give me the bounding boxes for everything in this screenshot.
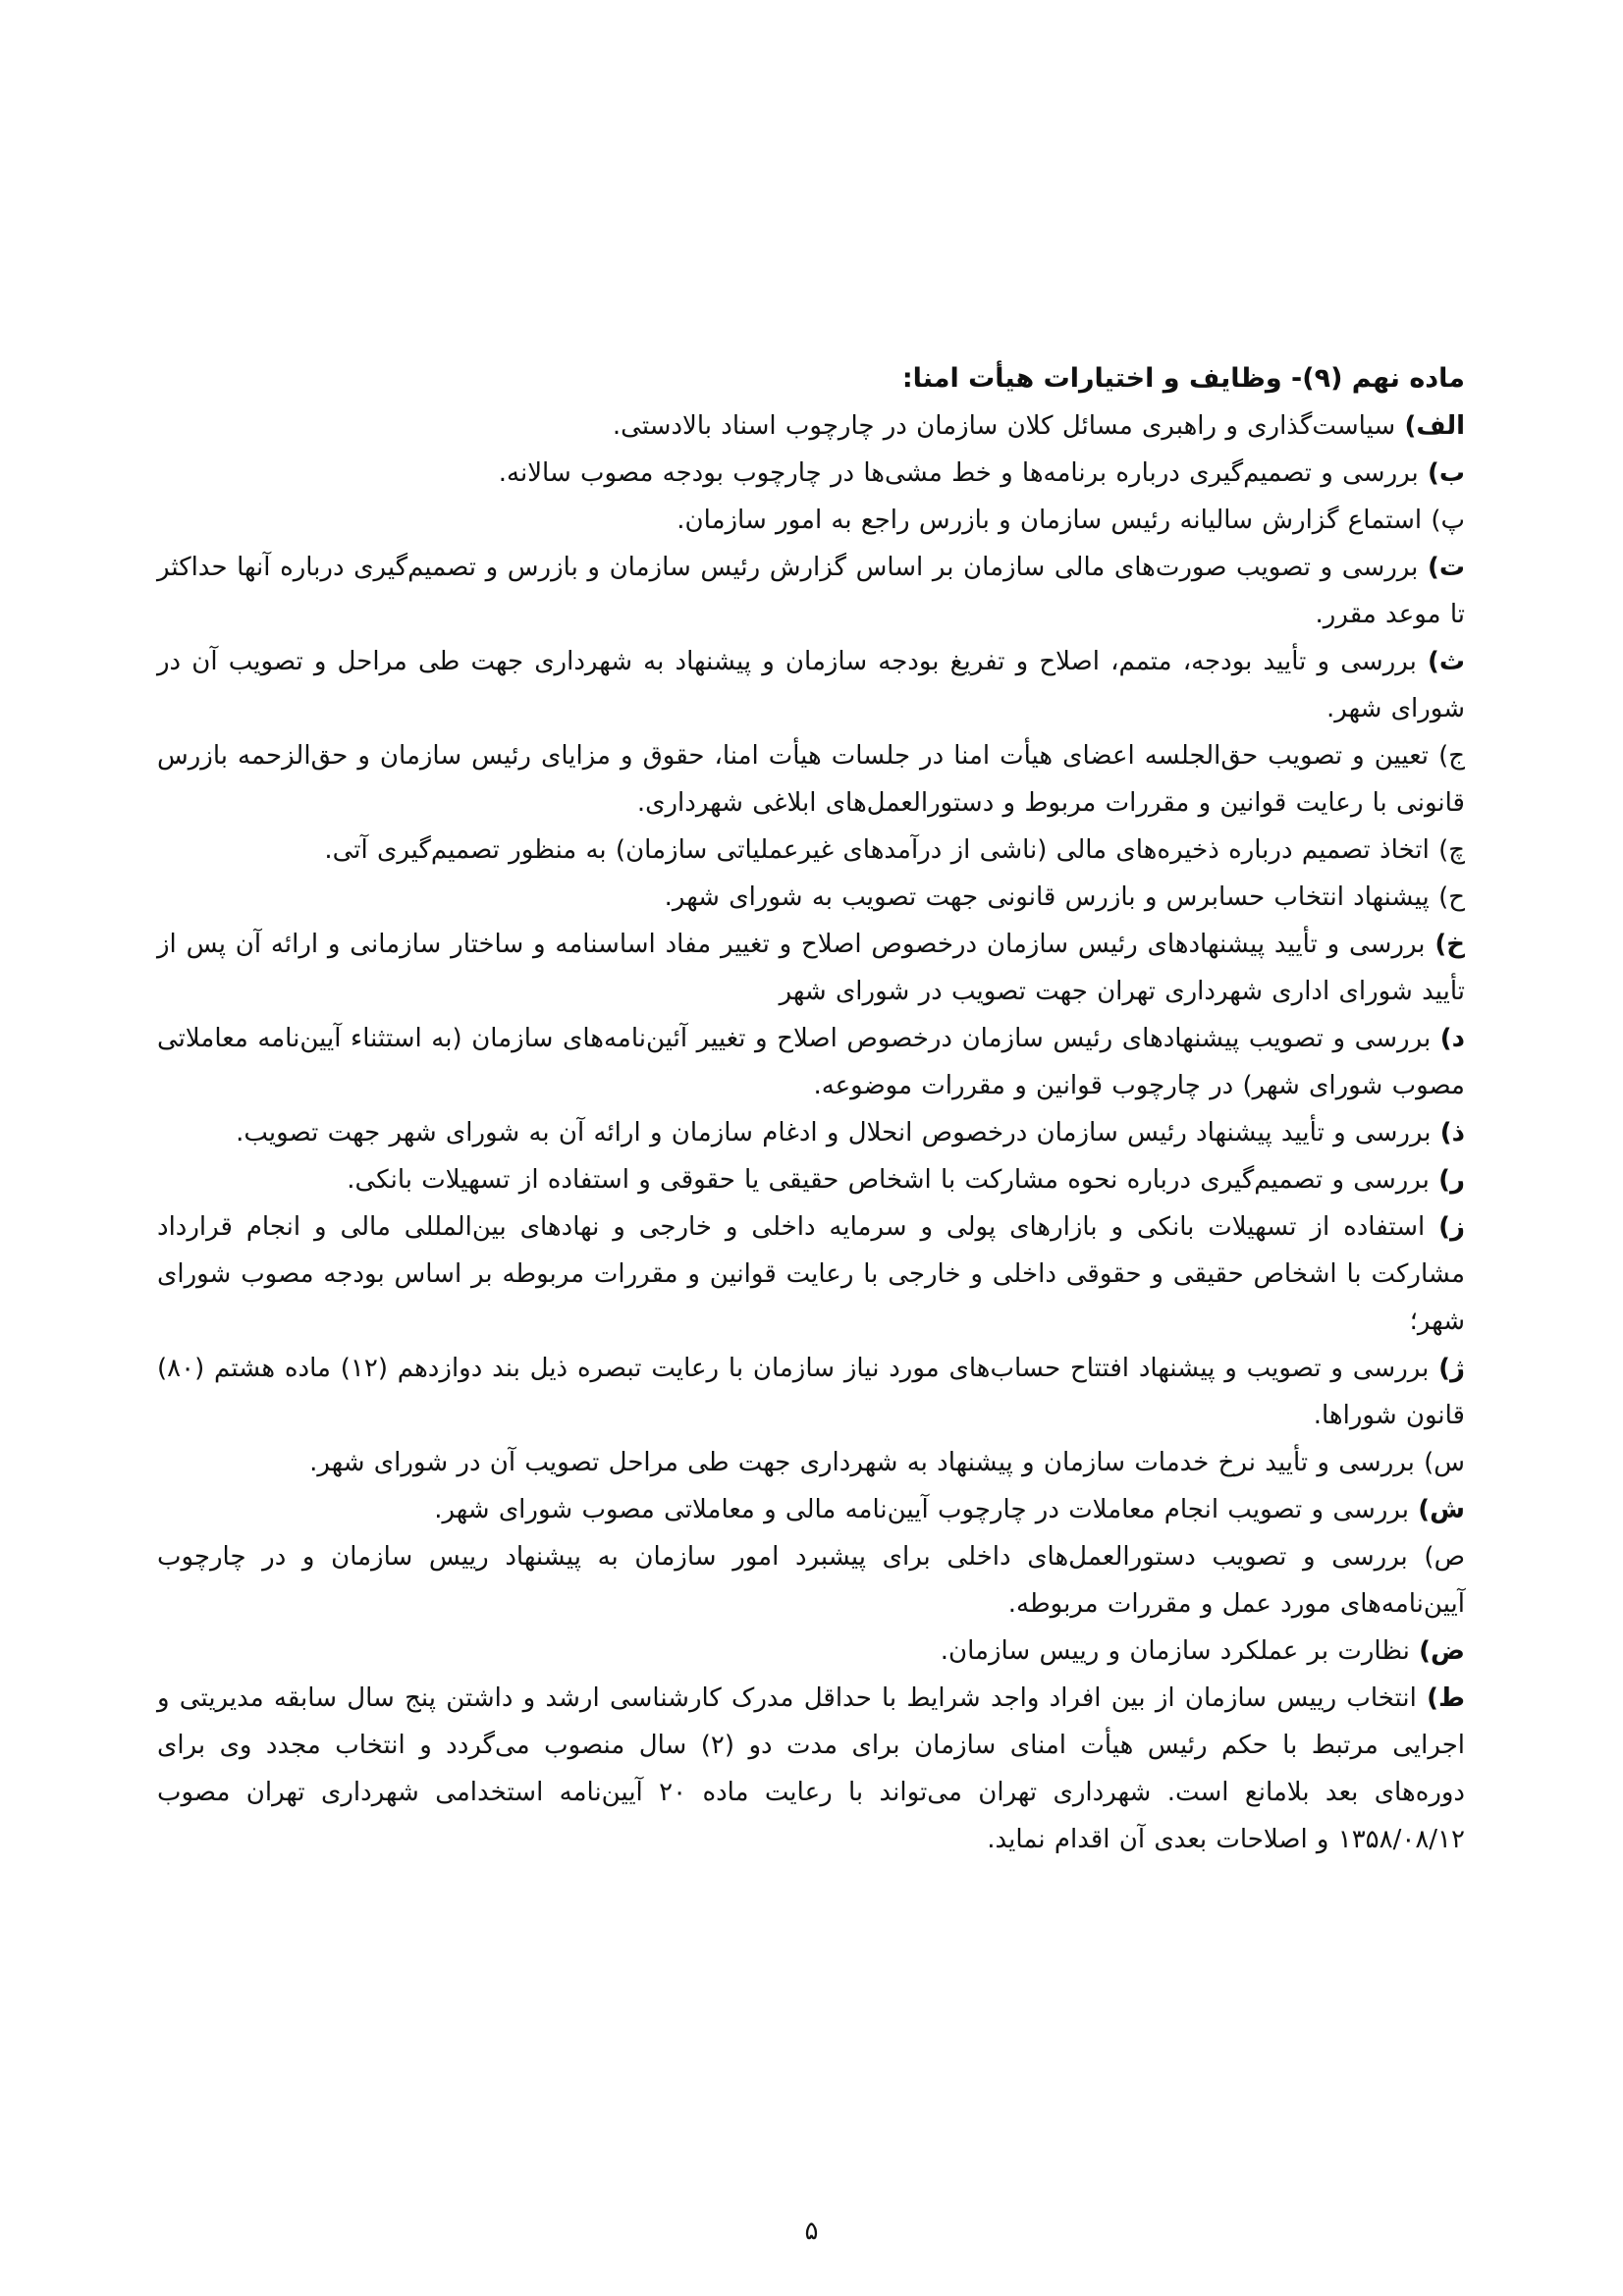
clause-label: ت) bbox=[1428, 553, 1466, 582]
clause-text: بررسی و تصمیم‌گیری درباره برنامه‌ها و خط مشی‌ها در چارچوب بودجه مصوب سالانه. bbox=[498, 458, 1419, 488]
clause-label: ب) bbox=[1427, 458, 1465, 488]
clause-text: اتخاذ تصمیم درباره ذخیره‌های مالی (ناشی از درآمدهای غیرعملیاتی سازمان) به منظور تصمیم‌گیری آتی. bbox=[324, 835, 1430, 865]
clause-label: ز) bbox=[1438, 1212, 1465, 1242]
clause-text: بررسی و تصویب و پیشنهاد افتتاح حساب‌های مورد نیاز سازمان با رعایت تبصره ذیل بند دوازدهم (۱۲) ماده هشتم (۸۰) قانون شوراها. bbox=[157, 1354, 1465, 1430]
clause-label: ض) bbox=[1419, 1636, 1465, 1666]
clause-text: بررسی و تأیید نرخ خدمات سازمان و پیشنهاد به شهرداری جهت طی مراحل تصویب آن در شورای شهر. bbox=[309, 1448, 1415, 1477]
clause-label: ش) bbox=[1418, 1495, 1465, 1524]
clause-text: بررسی و تأیید بودجه، متمم، اصلاح و تفریغ بودجه سازمان و پیشنهاد به شهرداری جهت طی مراحل و تصویب آن در شورای شهر. bbox=[157, 647, 1465, 723]
clause-text: بررسی و تصویب پیشنهادهای رئیس سازمان درخصوص اصلاح و تغییر آئین‌نامه‌های سازمان (به استثناء آیین‌نامه معاملاتی مصوب شورای شهر) در چارچوب قوانین و مقررات موضوعه. bbox=[157, 1024, 1465, 1100]
clause-item bbox=[157, 402, 1465, 450]
clause-text: بررسی و تأیید پیشنهادهای رئیس سازمان درخصوص اصلاح و تغییر مفاد اساسنامه و ساختار سازمانی و ارائه آن پس از تأیید شورای اداری شهرداری تهران جهت تصویب در شورای شهر bbox=[157, 930, 1465, 1006]
page-number: ۵ bbox=[804, 2216, 819, 2246]
clause-text: بررسی و تصمیم‌گیری درباره نحوه مشارکت با اشخاص حقیقی یا حقوقی و استفاده از تسهیلات بانکی. bbox=[347, 1165, 1430, 1195]
clause-text: استماع گزارش سالیانه رئیس سازمان و بازرس راجع به امور سازمان. bbox=[676, 506, 1423, 535]
clause-item bbox=[157, 1533, 1465, 1628]
clause-label: ط) bbox=[1427, 1683, 1465, 1713]
clause-label: پ) bbox=[1431, 506, 1465, 535]
clause-item bbox=[157, 1015, 1465, 1109]
clause-label: چ) bbox=[1438, 835, 1465, 865]
clause-label: ص) bbox=[1424, 1542, 1465, 1572]
clause-text: بررسی و تصویب صورت‌های مالی سازمان بر اساس گزارش رئیس سازمان و بازرس و تصمیم‌گیری درباره آنها حداکثر تا موعد مقرر. bbox=[157, 553, 1465, 629]
clause-label: ر) bbox=[1438, 1165, 1465, 1195]
clause-text: پیشنهاد انتخاب حسابرس و بازرس قانونی جهت تصویب به شورای شهر. bbox=[664, 882, 1430, 912]
clause-label: ژ) bbox=[1438, 1354, 1466, 1383]
clause-text: استفاده از تسهیلات بانکی و بازارهای پولی و سرمایه داخلی و خارجی و نهادهای بین‌المللی مالی و انجام قرارداد مشارکت با اشخاص حقیقی و حقوقی داخلی و خارجی با رعایت قوانین و مقررات مربوطه بر اساس بودجه مصوب شورای شهر؛ bbox=[157, 1212, 1465, 1336]
clause-item bbox=[157, 921, 1465, 1015]
clause-item bbox=[157, 1345, 1465, 1439]
clause-item bbox=[157, 827, 1465, 874]
clause-label: ج) bbox=[1438, 741, 1465, 771]
clause-item bbox=[157, 1486, 1465, 1533]
clause-item bbox=[157, 1109, 1465, 1156]
clause-label: س) bbox=[1424, 1448, 1465, 1477]
clause-label: د) bbox=[1439, 1024, 1466, 1053]
clause-text: تعیین و تصویب حق‌الجلسه اعضای هیأت امنا در جلسات هیأت امنا، حقوق و مزایای رئیس سازمان و حق‌الزحمه بازرس قانونی با رعایت قوانین و مقررات مربوط و دستورالعمل‌های ابلاغی شهرداری. bbox=[157, 741, 1465, 818]
clause-text: انتخاب رییس سازمان از بین افراد واجد شرایط با حداقل مدرک کارشناسی ارشد و داشتن پنج سال سابقه مدیریتی و اجرایی مرتبط با حکم رئیس هیأت امنای سازمان برای مدت دو (۲) سال منصوب می‌گردد و انتخاب مجدد وی برای دوره‌های بعد بلامانع است. شهرداری تهران می‌تواند با رعایت ماده ۲۰ آیین‌نامه استخدامی شهرداری تهران مصوب ۱۳۵۸/۰۸/۱۲ و اصلاحات بعدی آن اقدام نماید. bbox=[157, 1683, 1466, 1854]
clause-text: بررسی و تصویب دستورالعمل‌های داخلی برای پیشبرد امور سازمان به پیشنهاد رییس سازمان و در چارچوب آیین‌نامه‌های مورد عمل و مقررات مربوطه. bbox=[157, 1542, 1465, 1619]
clause-item bbox=[157, 638, 1465, 732]
clause-item bbox=[157, 874, 1465, 921]
article-heading: ماده نهم (۹)- وظایف و اختیارات هیأت امنا: bbox=[901, 363, 1465, 394]
clause-item bbox=[157, 497, 1465, 544]
clause-item bbox=[157, 544, 1465, 638]
clause-label: ث) bbox=[1428, 647, 1466, 676]
clause-text: بررسی و تأیید پیشنهاد رئیس سازمان درخصوص انحلال و ادغام سازمان و ارائه آن به شورای شهر جهت تصویب. bbox=[236, 1118, 1432, 1148]
clause-label: الف) bbox=[1404, 411, 1465, 441]
clause-item bbox=[157, 1439, 1465, 1486]
clause-label: ح) bbox=[1438, 882, 1465, 912]
clause-item bbox=[157, 450, 1465, 497]
clause-text: سیاست‌گذاری و راهبری مسائل کلان سازمان در چارچوب اسناد بالادستی. bbox=[612, 411, 1396, 441]
clause-item bbox=[157, 1156, 1465, 1203]
clause-item bbox=[157, 732, 1465, 827]
clause-item bbox=[157, 1628, 1465, 1675]
clause-item bbox=[157, 1675, 1465, 1863]
document-body bbox=[157, 355, 1465, 1863]
clause-list bbox=[157, 402, 1465, 1863]
clause-text: نظارت بر عملکرد سازمان و رییس سازمان. bbox=[940, 1636, 1410, 1666]
clause-label: ذ) bbox=[1439, 1118, 1465, 1148]
clause-item bbox=[157, 1203, 1465, 1345]
clause-label: خ) bbox=[1434, 930, 1466, 959]
clause-text: بررسی و تصویب انجام معاملات در چارچوب آیین‌نامه مالی و معاملاتی مصوب شورای شهر. bbox=[434, 1495, 1409, 1524]
